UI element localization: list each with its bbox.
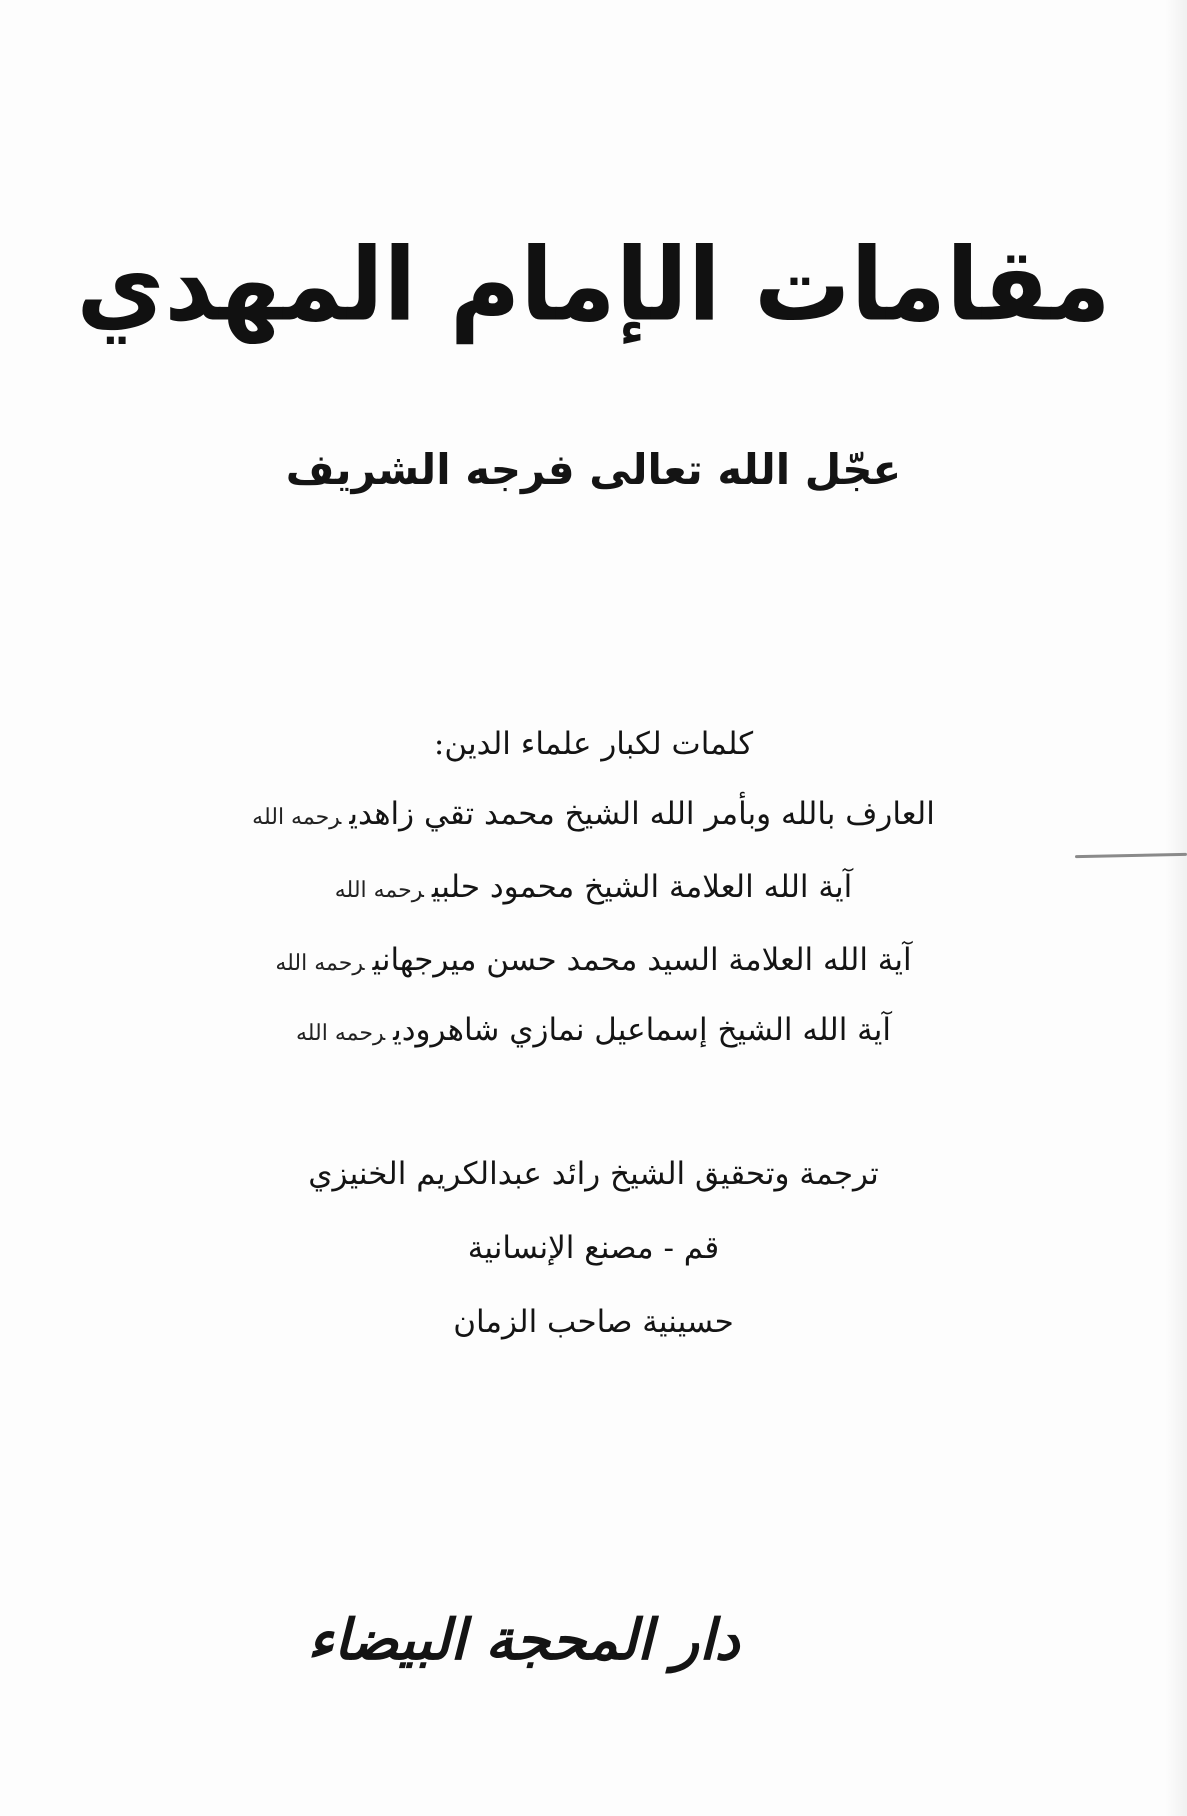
book-subtitle: عجّل الله تعالى فرجه الشريف [285, 445, 902, 494]
scholar-name: آية الله الشيخ إسماعيل نمازي شاهرودي [393, 1012, 892, 1048]
book-title: مقامات الإمام المهدي [76, 226, 1111, 344]
scholar-name: العارف بالله وبأمر الله الشيخ محمد تقي زاهدي [349, 796, 935, 832]
institution-credit: حسينية صاحب الزمان [453, 1304, 734, 1340]
publisher-logo: دار المحجة البيضاء [307, 1607, 740, 1673]
translation-credit: ترجمة وتحقيق الشيخ رائد عبدالكريم الخنيزي [308, 1156, 879, 1192]
honorific-mark: رحمه الله [252, 805, 342, 830]
scholar-line [0, 863, 1187, 915]
scholars-intro: كلمات لكبار علماء الدين: [433, 726, 754, 762]
honorific-mark: رحمه الله [295, 1021, 386, 1046]
honorific-mark: رحمه الله [275, 951, 365, 976]
scholar-name: آية الله العلامة الشيخ محمود حلبي [431, 869, 853, 905]
place-credit: قم - مصنع الإنسانية [467, 1230, 720, 1266]
scholar-line [0, 790, 1187, 842]
scholar-line [0, 936, 1187, 988]
scholar-line [0, 1006, 1187, 1058]
scholar-name: آية الله العلامة السيد محمد حسن ميرجهاني [372, 942, 912, 978]
honorific-mark: رحمه الله [334, 878, 424, 903]
